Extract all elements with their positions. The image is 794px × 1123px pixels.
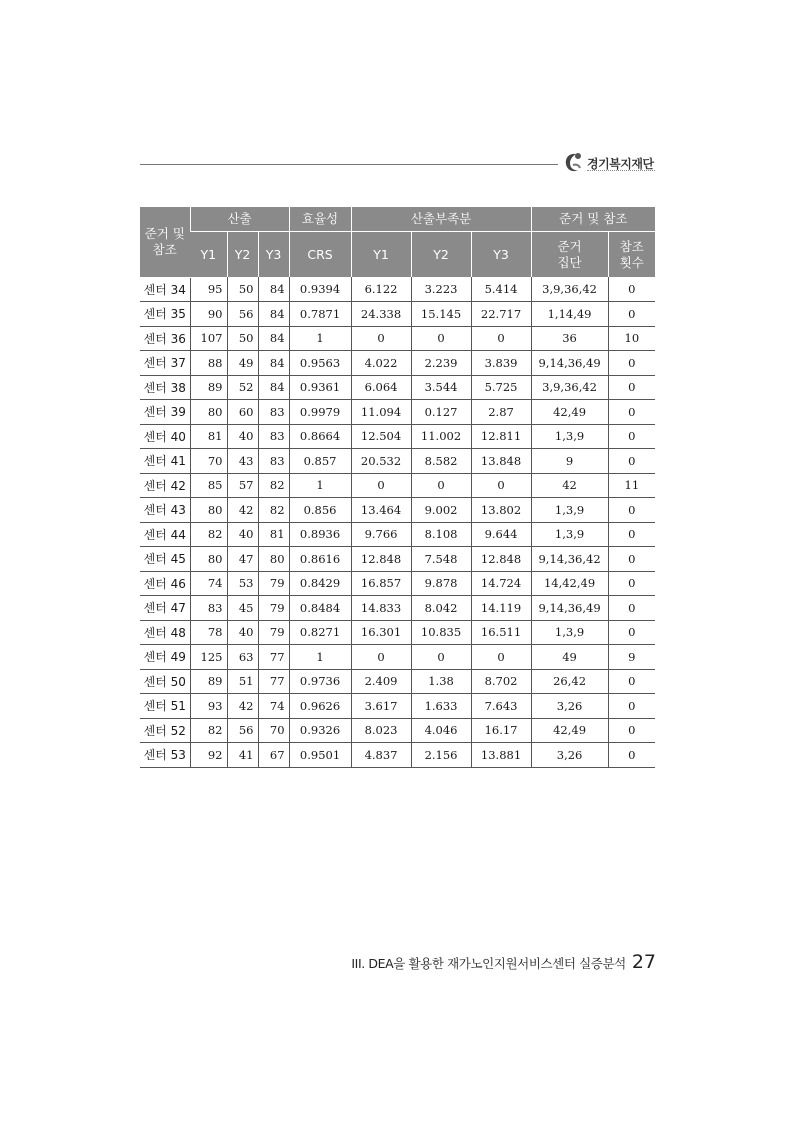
- table-body: [140, 277, 655, 767]
- cell-crs-efficiency: 0.9501: [289, 743, 351, 768]
- table-row: [140, 669, 655, 694]
- table-header: [140, 207, 655, 277]
- cell-crs-efficiency: 0.8271: [289, 620, 351, 645]
- cell-output-y1: 107: [190, 326, 227, 351]
- cell-shortfall-y2: 8.042: [411, 596, 471, 621]
- table-row: [140, 645, 655, 670]
- header-reference-group: 준거 집단: [531, 232, 608, 278]
- cell-shortfall-y3: 13.848: [471, 449, 531, 474]
- cell-shortfall-y3: 13.802: [471, 498, 531, 523]
- cell-output-y2: 63: [227, 645, 258, 670]
- cell-shortfall-y1: 16.301: [351, 620, 411, 645]
- table-row: [140, 718, 655, 743]
- cell-output-y1: 89: [190, 669, 227, 694]
- table-row: [140, 473, 655, 498]
- cell-shortfall-y1: 3.617: [351, 694, 411, 719]
- cell-output-y3: 70: [258, 718, 289, 743]
- cell-crs-efficiency: 0.8936: [289, 522, 351, 547]
- cell-shortfall-y1: 24.338: [351, 302, 411, 327]
- cell-center-name: 센터 38: [140, 375, 190, 400]
- cell-shortfall-y1: 8.023: [351, 718, 411, 743]
- cell-shortfall-y2: 3.544: [411, 375, 471, 400]
- cell-reference-count: 0: [608, 277, 655, 302]
- cell-reference-group: 3,9,36,42: [531, 277, 608, 302]
- cell-shortfall-y3: 9.644: [471, 522, 531, 547]
- cell-center-name: 센터 52: [140, 718, 190, 743]
- cell-shortfall-y3: 3.839: [471, 351, 531, 376]
- cell-center-name: 센터 36: [140, 326, 190, 351]
- cell-crs-efficiency: 0.9326: [289, 718, 351, 743]
- cell-center-name: 센터 42: [140, 473, 190, 498]
- cell-crs-efficiency: 0.9626: [289, 694, 351, 719]
- header-rowhead: 준거 및 참조: [140, 207, 190, 277]
- cell-shortfall-y1: 6.064: [351, 375, 411, 400]
- logo-text: 경기복지재단: [587, 157, 654, 171]
- table-row: [140, 326, 655, 351]
- cell-shortfall-y3: 5.725: [471, 375, 531, 400]
- cell-output-y3: 84: [258, 326, 289, 351]
- table-row: [140, 449, 655, 474]
- cell-shortfall-y2: 7.548: [411, 547, 471, 572]
- cell-center-name: 센터 35: [140, 302, 190, 327]
- cell-shortfall-y1: 4.837: [351, 743, 411, 768]
- cell-output-y1: 70: [190, 449, 227, 474]
- cell-center-name: 센터 48: [140, 620, 190, 645]
- cell-output-y1: 125: [190, 645, 227, 670]
- cell-center-name: 센터 46: [140, 571, 190, 596]
- header-group-efficiency: 효율성: [289, 207, 351, 232]
- cell-output-y2: 50: [227, 277, 258, 302]
- cell-crs-efficiency: 0.9979: [289, 400, 351, 425]
- cell-crs-efficiency: 0.7871: [289, 302, 351, 327]
- header-group-shortfall: 산출부족분: [351, 207, 531, 232]
- cell-output-y2: 56: [227, 302, 258, 327]
- cell-output-y2: 50: [227, 326, 258, 351]
- header-y3: Y3: [258, 232, 289, 278]
- cell-crs-efficiency: 0.8664: [289, 424, 351, 449]
- cell-shortfall-y3: 16.17: [471, 718, 531, 743]
- cell-output-y1: 85: [190, 473, 227, 498]
- cell-output-y2: 51: [227, 669, 258, 694]
- cell-reference-count: 0: [608, 571, 655, 596]
- cell-output-y2: 40: [227, 424, 258, 449]
- cell-shortfall-y1: 11.094: [351, 400, 411, 425]
- cell-output-y1: 80: [190, 498, 227, 523]
- cell-output-y2: 40: [227, 620, 258, 645]
- cell-reference-count: 0: [608, 400, 655, 425]
- cell-shortfall-y2: 8.108: [411, 522, 471, 547]
- cell-shortfall-y2: 9.878: [411, 571, 471, 596]
- cell-shortfall-y1: 0: [351, 326, 411, 351]
- cell-reference-group: 1,3,9: [531, 522, 608, 547]
- header-shortfall-y1: Y1: [351, 232, 411, 278]
- cell-crs-efficiency: 1: [289, 645, 351, 670]
- cell-shortfall-y2: 10.835: [411, 620, 471, 645]
- cell-reference-count: 0: [608, 498, 655, 523]
- cell-shortfall-y3: 12.811: [471, 424, 531, 449]
- table-row: [140, 424, 655, 449]
- cell-shortfall-y3: 13.881: [471, 743, 531, 768]
- cell-crs-efficiency: 1: [289, 473, 351, 498]
- table-row: [140, 620, 655, 645]
- table-row: [140, 522, 655, 547]
- cell-shortfall-y2: 11.002: [411, 424, 471, 449]
- cell-shortfall-y1: 0: [351, 473, 411, 498]
- cell-reference-count: 0: [608, 449, 655, 474]
- cell-center-name: 센터 43: [140, 498, 190, 523]
- cell-shortfall-y2: 2.156: [411, 743, 471, 768]
- cell-reference-group: 9: [531, 449, 608, 474]
- table-row: [140, 400, 655, 425]
- cell-shortfall-y3: 22.717: [471, 302, 531, 327]
- cell-output-y1: 89: [190, 375, 227, 400]
- cell-reference-group: 49: [531, 645, 608, 670]
- page-number: 27: [631, 951, 656, 973]
- cell-shortfall-y1: 2.409: [351, 669, 411, 694]
- cell-center-name: 센터 39: [140, 400, 190, 425]
- cell-reference-group: 9,14,36,42: [531, 547, 608, 572]
- table-row: [140, 694, 655, 719]
- cell-shortfall-y1: 20.532: [351, 449, 411, 474]
- cell-center-name: 센터 50: [140, 669, 190, 694]
- cell-shortfall-y3: 12.848: [471, 547, 531, 572]
- cell-output-y1: 83: [190, 596, 227, 621]
- cell-crs-efficiency: 0.857: [289, 449, 351, 474]
- cell-shortfall-y2: 15.145: [411, 302, 471, 327]
- cell-shortfall-y2: 2.239: [411, 351, 471, 376]
- cell-output-y3: 80: [258, 547, 289, 572]
- cell-shortfall-y1: 9.766: [351, 522, 411, 547]
- cell-shortfall-y1: 14.833: [351, 596, 411, 621]
- header-shortfall-y2: Y2: [411, 232, 471, 278]
- cell-output-y3: 83: [258, 449, 289, 474]
- cell-output-y3: 84: [258, 277, 289, 302]
- cell-reference-count: 0: [608, 424, 655, 449]
- cell-reference-count: 0: [608, 351, 655, 376]
- cell-reference-group: 9,14,36,49: [531, 351, 608, 376]
- footer-chapter-title: III. DEA을 활용한 재가노인지원서비스센터 실증분석: [351, 956, 626, 971]
- cell-center-name: 센터 49: [140, 645, 190, 670]
- cell-shortfall-y3: 7.643: [471, 694, 531, 719]
- cell-center-name: 센터 45: [140, 547, 190, 572]
- cell-reference-group: 26,42: [531, 669, 608, 694]
- cell-shortfall-y1: 13.464: [351, 498, 411, 523]
- cell-output-y2: 42: [227, 694, 258, 719]
- cell-shortfall-y2: 3.223: [411, 277, 471, 302]
- header-shortfall-y3: Y3: [471, 232, 531, 278]
- cell-output-y1: 80: [190, 400, 227, 425]
- foundation-logo: [563, 150, 663, 180]
- cell-output-y2: 40: [227, 522, 258, 547]
- cell-output-y1: 78: [190, 620, 227, 645]
- header-y2: Y2: [227, 232, 258, 278]
- cell-reference-group: 1,3,9: [531, 498, 608, 523]
- table-row: [140, 571, 655, 596]
- cell-center-name: 센터 51: [140, 694, 190, 719]
- cell-output-y2: 49: [227, 351, 258, 376]
- cell-reference-count: 0: [608, 302, 655, 327]
- cell-reference-group: 1,14,49: [531, 302, 608, 327]
- cell-output-y2: 42: [227, 498, 258, 523]
- cell-crs-efficiency: 0.8616: [289, 547, 351, 572]
- header-y1: Y1: [190, 232, 227, 278]
- cell-output-y1: 92: [190, 743, 227, 768]
- header-group-reference: 준거 및 참조: [531, 207, 655, 232]
- cell-output-y3: 83: [258, 400, 289, 425]
- cell-center-name: 센터 44: [140, 522, 190, 547]
- cell-reference-count: 9: [608, 645, 655, 670]
- page-footer: [340, 951, 656, 975]
- cell-crs-efficiency: 0.9563: [289, 351, 351, 376]
- cell-reference-count: 10: [608, 326, 655, 351]
- cell-output-y1: 82: [190, 522, 227, 547]
- cell-output-y2: 45: [227, 596, 258, 621]
- cell-crs-efficiency: 0.9394: [289, 277, 351, 302]
- cell-shortfall-y2: 0: [411, 326, 471, 351]
- cell-output-y2: 47: [227, 547, 258, 572]
- cell-shortfall-y3: 14.724: [471, 571, 531, 596]
- cell-output-y2: 56: [227, 718, 258, 743]
- cell-crs-efficiency: 0.8484: [289, 596, 351, 621]
- cell-output-y2: 53: [227, 571, 258, 596]
- cell-output-y3: 79: [258, 620, 289, 645]
- cell-output-y1: 81: [190, 424, 227, 449]
- cell-shortfall-y2: 8.582: [411, 449, 471, 474]
- cell-output-y3: 84: [258, 351, 289, 376]
- cell-output-y3: 77: [258, 669, 289, 694]
- cell-shortfall-y2: 0: [411, 645, 471, 670]
- cell-output-y3: 77: [258, 645, 289, 670]
- cell-shortfall-y3: 2.87: [471, 400, 531, 425]
- cell-shortfall-y1: 6.122: [351, 277, 411, 302]
- cell-shortfall-y3: 16.511: [471, 620, 531, 645]
- cell-crs-efficiency: 1: [289, 326, 351, 351]
- cell-output-y3: 81: [258, 522, 289, 547]
- cell-output-y3: 67: [258, 743, 289, 768]
- cell-reference-count: 11: [608, 473, 655, 498]
- table-row: [140, 498, 655, 523]
- cell-output-y3: 84: [258, 302, 289, 327]
- cell-shortfall-y3: 8.702: [471, 669, 531, 694]
- cell-shortfall-y2: 1.38: [411, 669, 471, 694]
- cell-center-name: 센터 37: [140, 351, 190, 376]
- cell-output-y3: 84: [258, 375, 289, 400]
- cell-shortfall-y3: 0: [471, 473, 531, 498]
- cell-reference-group: 1,3,9: [531, 424, 608, 449]
- cell-output-y3: 83: [258, 424, 289, 449]
- cell-shortfall-y1: 4.022: [351, 351, 411, 376]
- cell-center-name: 센터 34: [140, 277, 190, 302]
- cell-output-y3: 79: [258, 596, 289, 621]
- header-rule: [140, 164, 558, 165]
- cell-shortfall-y3: 0: [471, 645, 531, 670]
- table-row: [140, 743, 655, 768]
- cell-shortfall-y2: 4.046: [411, 718, 471, 743]
- cell-output-y2: 43: [227, 449, 258, 474]
- cell-output-y1: 90: [190, 302, 227, 327]
- header-group-output: 산출: [190, 207, 289, 232]
- table-row: [140, 375, 655, 400]
- table-row: [140, 351, 655, 376]
- cell-output-y1: 74: [190, 571, 227, 596]
- logo-subtitle-line: [587, 170, 655, 173]
- cell-output-y3: 74: [258, 694, 289, 719]
- cell-output-y1: 88: [190, 351, 227, 376]
- cell-shortfall-y1: 12.504: [351, 424, 411, 449]
- cell-reference-group: 42: [531, 473, 608, 498]
- cell-reference-group: 3,26: [531, 694, 608, 719]
- cell-crs-efficiency: 0.9361: [289, 375, 351, 400]
- cell-reference-count: 0: [608, 743, 655, 768]
- cell-reference-group: 1,3,9: [531, 620, 608, 645]
- cell-output-y2: 57: [227, 473, 258, 498]
- cell-output-y2: 52: [227, 375, 258, 400]
- header-reference-count: 참조 횟수: [608, 232, 655, 278]
- dea-results-table: [140, 207, 655, 768]
- cell-shortfall-y1: 0: [351, 645, 411, 670]
- cell-shortfall-y2: 0: [411, 473, 471, 498]
- cell-output-y2: 60: [227, 400, 258, 425]
- cell-center-name: 센터 47: [140, 596, 190, 621]
- cell-crs-efficiency: 0.9736: [289, 669, 351, 694]
- cell-output-y1: 93: [190, 694, 227, 719]
- cell-reference-group: 3,26: [531, 743, 608, 768]
- cell-crs-efficiency: 0.856: [289, 498, 351, 523]
- table-row: [140, 277, 655, 302]
- cell-shortfall-y3: 0: [471, 326, 531, 351]
- cell-output-y1: 95: [190, 277, 227, 302]
- cell-crs-efficiency: 0.8429: [289, 571, 351, 596]
- table-row: [140, 596, 655, 621]
- cell-center-name: 센터 41: [140, 449, 190, 474]
- cell-reference-count: 0: [608, 620, 655, 645]
- cell-reference-count: 0: [608, 669, 655, 694]
- cell-reference-group: 9,14,36,49: [531, 596, 608, 621]
- cell-output-y1: 82: [190, 718, 227, 743]
- cell-shortfall-y2: 0.127: [411, 400, 471, 425]
- cell-shortfall-y2: 9.002: [411, 498, 471, 523]
- cell-output-y3: 79: [258, 571, 289, 596]
- cell-output-y2: 41: [227, 743, 258, 768]
- cell-reference-count: 0: [608, 596, 655, 621]
- cell-output-y1: 80: [190, 547, 227, 572]
- cell-output-y3: 82: [258, 498, 289, 523]
- cell-reference-count: 0: [608, 718, 655, 743]
- logo-swirl-icon: [563, 150, 585, 176]
- cell-reference-group: 14,42,49: [531, 571, 608, 596]
- cell-center-name: 센터 40: [140, 424, 190, 449]
- cell-reference-count: 0: [608, 547, 655, 572]
- cell-reference-count: 0: [608, 522, 655, 547]
- cell-output-y3: 82: [258, 473, 289, 498]
- cell-shortfall-y1: 16.857: [351, 571, 411, 596]
- cell-reference-group: 3,9,36,42: [531, 375, 608, 400]
- cell-reference-group: 36: [531, 326, 608, 351]
- header-crs: CRS: [289, 232, 351, 278]
- table-row: [140, 302, 655, 327]
- cell-reference-group: 42,49: [531, 718, 608, 743]
- table-row: [140, 547, 655, 572]
- cell-reference-count: 0: [608, 375, 655, 400]
- cell-shortfall-y2: 1.633: [411, 694, 471, 719]
- cell-shortfall-y1: 12.848: [351, 547, 411, 572]
- cell-reference-group: 42,49: [531, 400, 608, 425]
- cell-center-name: 센터 53: [140, 743, 190, 768]
- cell-shortfall-y3: 14.119: [471, 596, 531, 621]
- cell-reference-count: 0: [608, 694, 655, 719]
- cell-shortfall-y3: 5.414: [471, 277, 531, 302]
